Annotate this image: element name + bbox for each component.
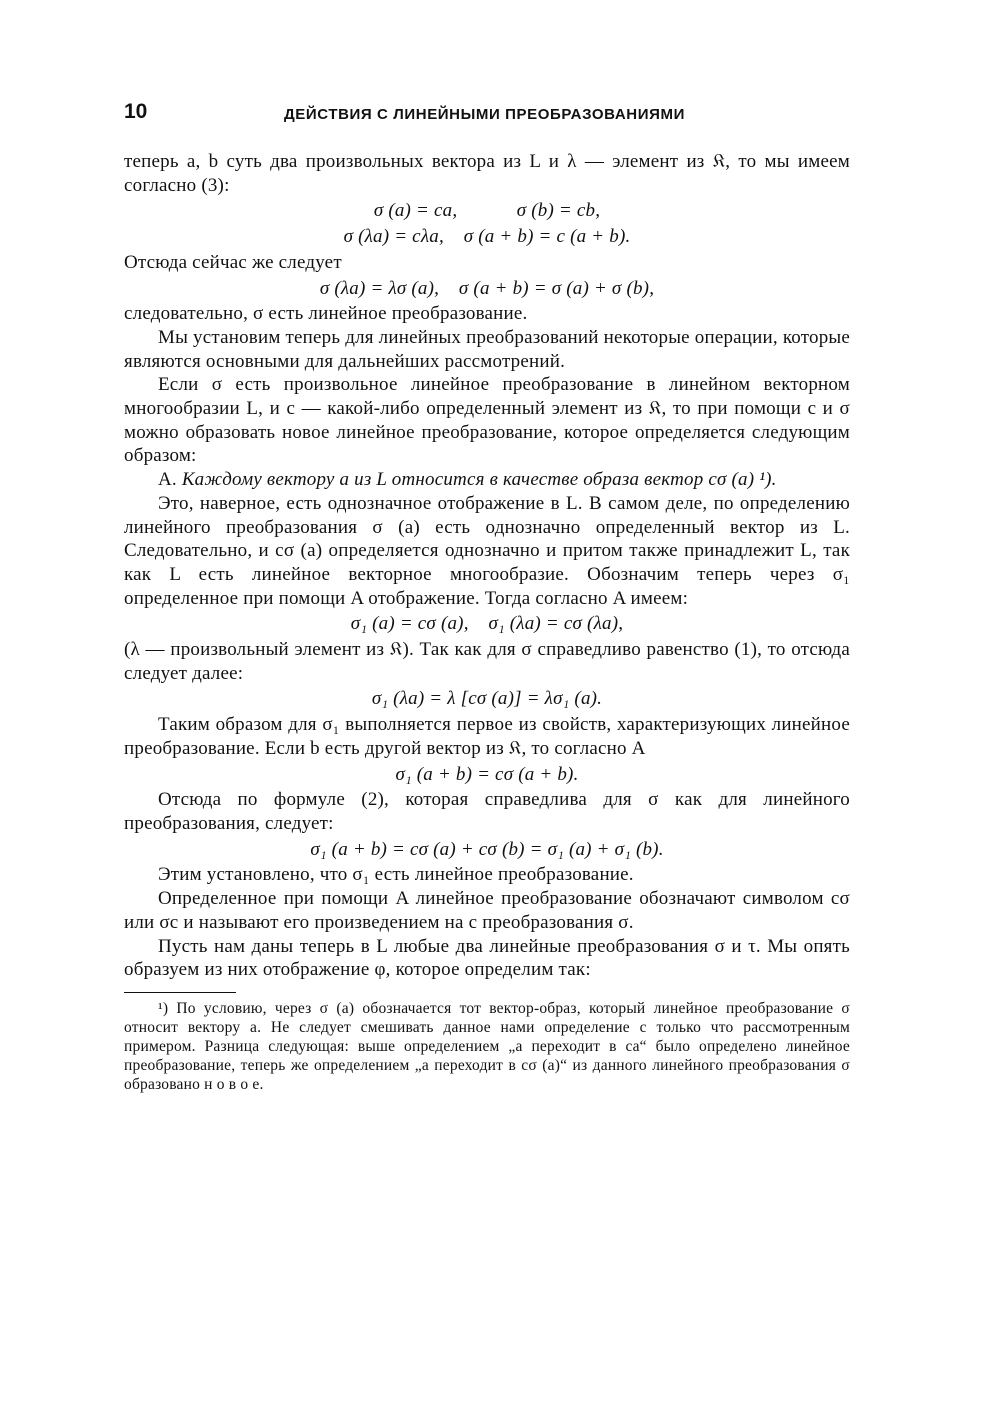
paragraph-3: следовательно, σ есть линейное преобразование. <box>124 303 528 325</box>
page-body <box>124 150 850 1094</box>
definition-a-text: Каждому вектору a из L относится в качестве образа вектор cσ (a) ¹). <box>181 469 777 491</box>
page-header <box>124 100 850 130</box>
page-number: 10 <box>124 100 148 123</box>
paragraph-12: Определенное при помощи A линейное преобразование обозначают символом cσ или σc и называют его произведением на c преобразования σ. <box>124 888 850 933</box>
equation-2: σ (λa) = cλa, σ (a + b) = c (a + b). <box>343 226 631 248</box>
paragraph-7: Это, наверное, есть однозначное отображение в L. В самом деле, по определению линейного преобразования σ (a) есть однозначно определенный вектор из L. Следовательно, и cσ (a) определяется однозначно и притом также принадлежит L, так как L есть линейное векторное многообразие. Обозначим теперь через σ₁ определенное при помощи A отображение. Тогда согласно A имеем: <box>124 492 850 609</box>
paragraph-8: (λ — произвольный элемент из 𝔎). Так как для σ справедливо равенство (1), то отсюда следует далее: <box>124 639 850 684</box>
equation-5: σ₁ (λa) = λ [cσ (a)] = λσ₁ (a). <box>371 688 603 710</box>
equation-1: σ (a) = ca, σ (b) = cb, <box>373 200 601 222</box>
running-head: ДЕЙСТВИЯ С ЛИНЕЙНЫМИ ПРЕОБРАЗОВАНИЯМИ <box>284 106 685 123</box>
paragraph-5: Если σ есть произвольное линейное преобразование в линейном векторном многообразии L, и c — какой-либо определенный элемент из 𝔎, то при помощи c и σ можно образовать новое линейное преобразование, которое определяется следующим образом: <box>124 374 850 467</box>
paragraph-13: Пусть нам даны теперь в L любые два линейные преобразования σ и τ. Мы опять образуем из них отображение φ, которое определим так: <box>124 935 850 981</box>
footnote-rule <box>124 992 236 997</box>
equation-4: σ₁ (a) = cσ (a), σ₁ (λa) = cσ (λa), <box>350 613 624 635</box>
equation-6: σ₁ (a + b) = cσ (a + b). <box>395 763 579 785</box>
paragraph-10: Отсюда по формуле (2), которая справедлива для σ как для линейного преобразования, следует: <box>124 789 850 834</box>
paragraph-11: Этим установлено, что σ₁ есть линейное преобразование. <box>158 864 634 886</box>
equation-7: σ₁ (a + b) = cσ (a) + cσ (b) = σ₁ (a) + σ₁ (b). <box>310 838 664 860</box>
paragraph-4: Мы установим теперь для линейных преобразований некоторые операции, которые являются основными для дальнейших рассмотрений. <box>124 326 850 372</box>
definition-a-label: A. <box>158 469 177 491</box>
paragraph-2: Отсюда сейчас же следует <box>124 251 342 273</box>
paragraph-9: Таким образом для σ₁ выполняется первое из свойств, характеризующих линейное преобразование. Если b есть другой вектор из 𝔎, то согласно A <box>124 714 850 759</box>
paragraph-1: теперь a, b суть два произвольных вектора из L и λ — элемент из 𝔎, то мы имеем согласно (3): <box>124 151 850 196</box>
footnote: ¹) По условию, через σ (a) обозначается тот вектор-образ, который линейное преобразование σ относит вектору a. Не следует смешивать данное нами определение с только что рассмотренным примером. Разница следующая: выше определением „a переходит в ca“ было определено линейное преобразование, теперь же определением „a переходит в cσ (a)“ из данного линейного преобразования σ образовано н о в о е. <box>124 999 850 1093</box>
definition-a <box>124 468 850 492</box>
equation-3: σ (λa) = λσ (a), σ (a + b) = σ (a) + σ (b), <box>319 277 655 299</box>
